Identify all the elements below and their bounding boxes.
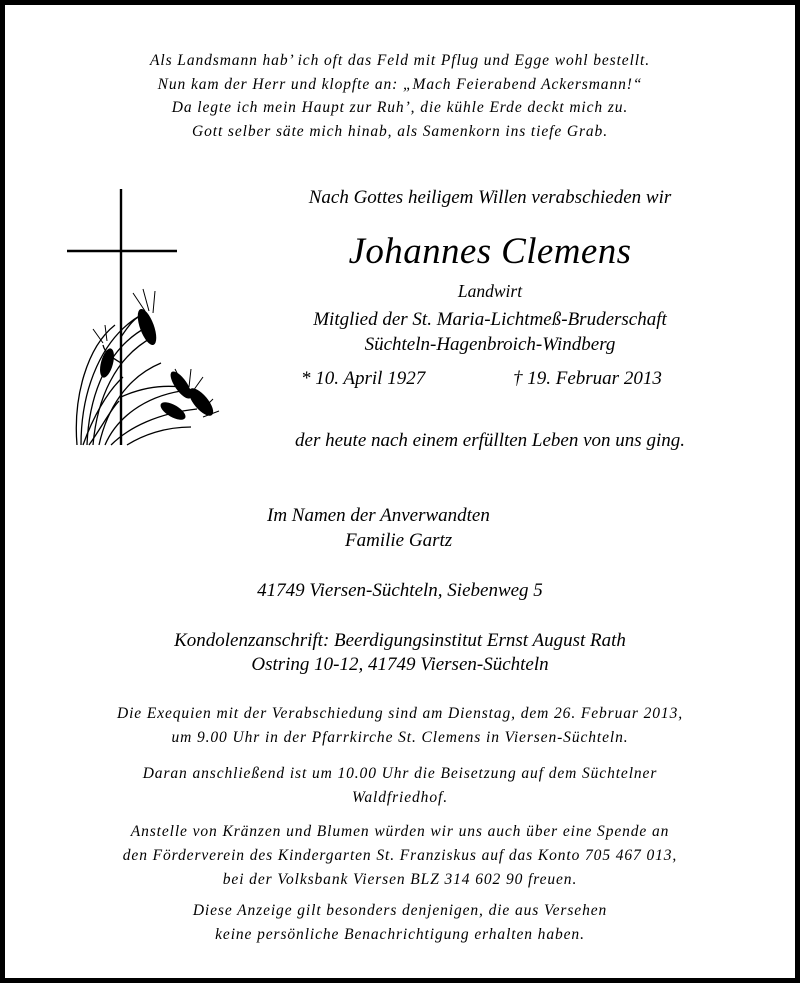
- birth-date: * 10. April 1927: [301, 368, 426, 389]
- burial-info: [5, 762, 795, 810]
- poem: [5, 49, 795, 143]
- family-name: Familie Gartz: [345, 530, 453, 551]
- exequies-line: Die Exequien mit der Verabschiedung sind am Dienstag, dem 26. Februar 2013,: [116, 705, 683, 722]
- membership: [245, 307, 735, 357]
- intro-text: Nach Gottes heiligem Willen verabschieden wir: [308, 187, 672, 208]
- death-date: † 19. Februar 2013: [513, 368, 662, 389]
- deceased-profession: Landwirt: [457, 281, 523, 301]
- notice-text: [5, 899, 795, 947]
- condolence-line: Ostring 10-12, 41749 Viersen-Süchteln: [251, 654, 549, 675]
- condolence-address: [5, 629, 795, 677]
- passed-text: der heute nach einem erfüllten Leben von uns ging.: [295, 430, 685, 451]
- donation-info: [5, 820, 795, 892]
- donation-line: den Förderverein des Kindergarten St. Franziskus auf das Konto 705 467 013,: [122, 847, 678, 864]
- poem-line: Da legte ich mein Haupt zur Ruh’, die kühle Erde deckt mich zu.: [171, 99, 629, 116]
- membership-line: Mitglied der St. Maria-Lichtmeß-Bruderschaft: [313, 309, 667, 330]
- family-line: Im Namen der Anverwandten: [267, 505, 490, 526]
- membership-line: Süchteln-Hagenbroich-Windberg: [364, 334, 616, 355]
- exequies-line: um 9.00 Uhr in der Pfarrkirche St. Clemens in Viersen-Süchteln.: [171, 729, 629, 746]
- burial-line: Daran anschließend ist um 10.00 Uhr die Beisetzung auf dem Süchtelner: [142, 765, 658, 782]
- family-signature: [267, 503, 490, 553]
- donation-line: bei der Volksbank Viersen BLZ 314 602 90 freuen.: [222, 871, 578, 888]
- deceased-name: Johannes Clemens: [348, 231, 632, 272]
- donation-line: Anstelle von Kränzen und Blumen würden wir uns auch über eine Spende an: [130, 823, 670, 840]
- poem-line: Als Landsmann hab’ ich oft das Feld mit Pflug und Egge wohl bestellt.: [150, 52, 650, 69]
- condolence-line: Kondolenzanschrift: Beerdigungsinstitut Ernst August Rath: [174, 630, 626, 651]
- exequies-info: [5, 702, 795, 750]
- family-address: 41749 Viersen-Süchteln, Siebenweg 5: [257, 580, 543, 601]
- cross-with-wheat-icon: [63, 187, 223, 449]
- poem-line: Nun kam der Herr und klopfte an: „Mach Feierabend Ackersmann!“: [157, 75, 643, 93]
- poem-line: Gott selber säte mich hinab, als Samenkorn ins tiefe Grab.: [192, 122, 608, 140]
- burial-line: Waldfriedhof.: [352, 789, 448, 806]
- notice-line: keine persönliche Benachrichtigung erhalten haben.: [215, 926, 585, 943]
- notice-line: Diese Anzeige gilt besonders denjenigen, die aus Versehen: [192, 902, 608, 919]
